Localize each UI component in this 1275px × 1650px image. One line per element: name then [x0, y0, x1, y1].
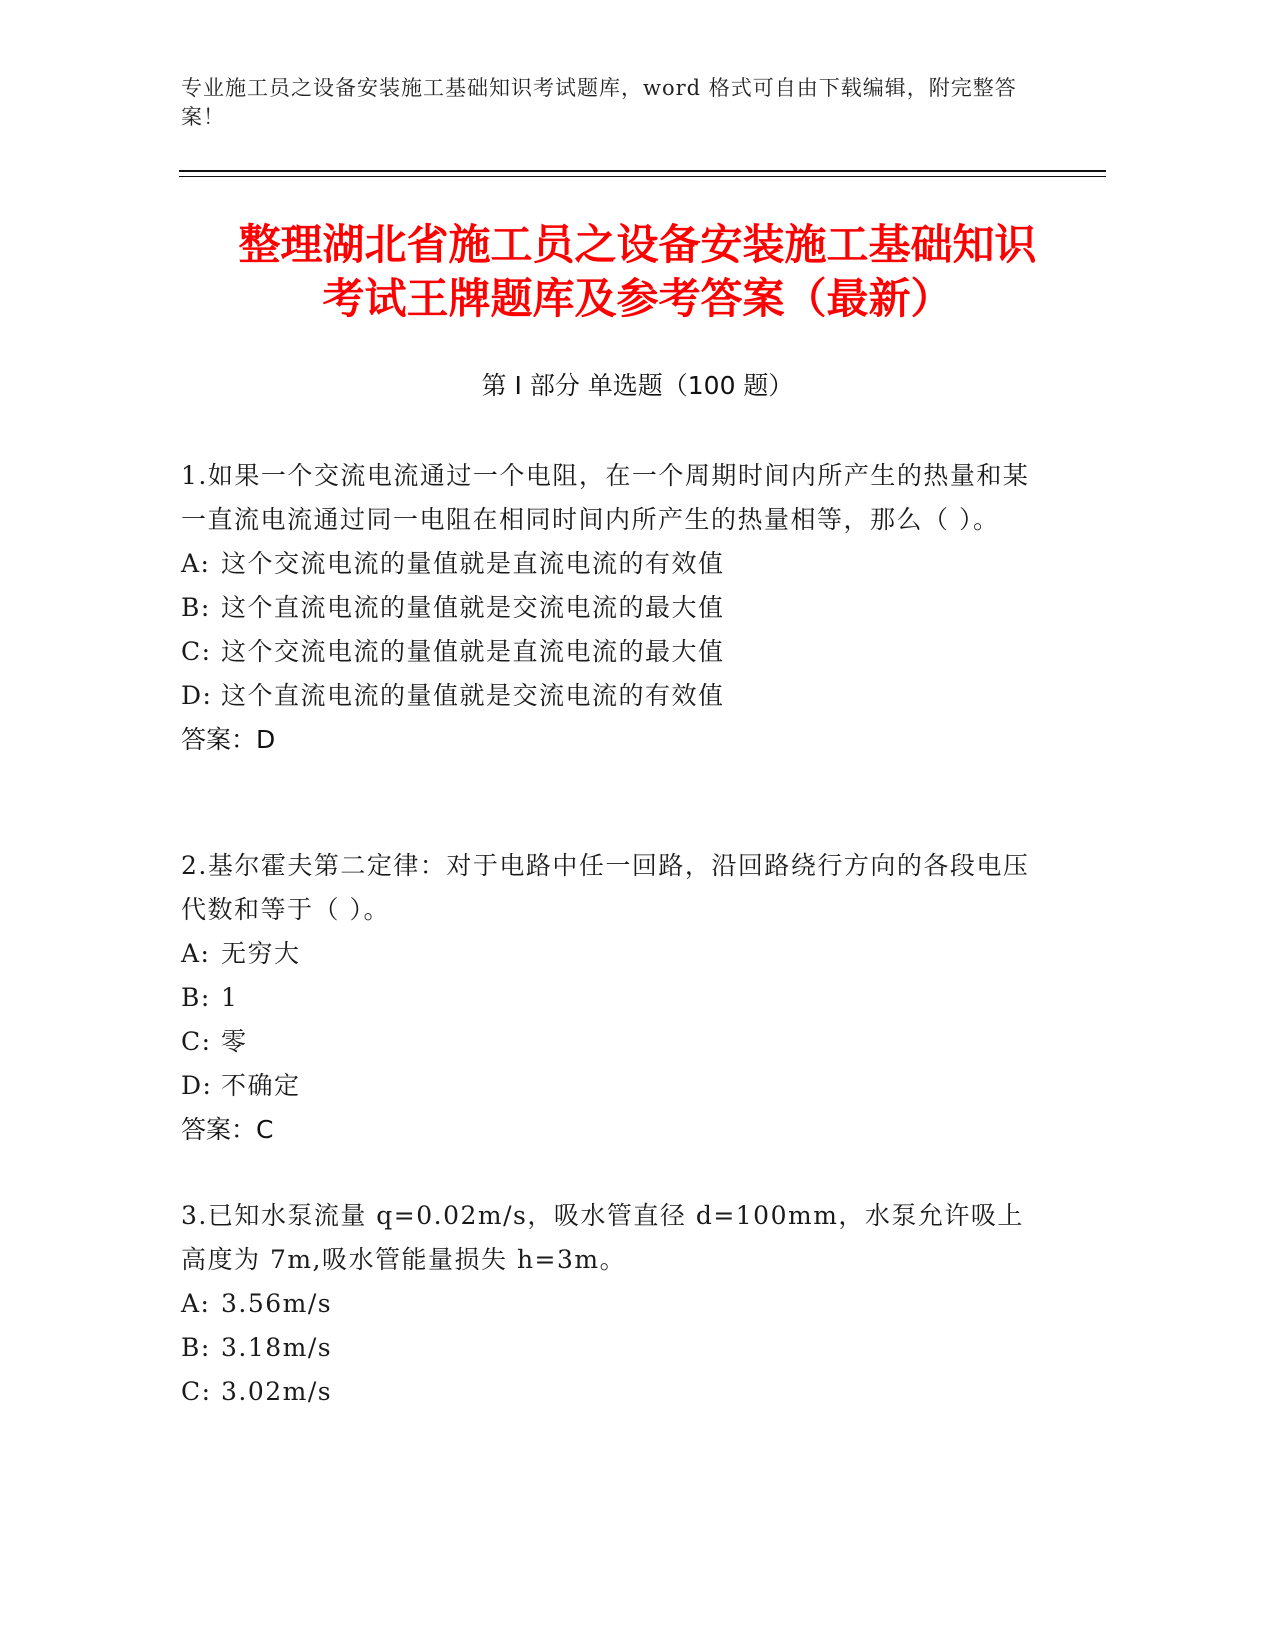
option-letter: A: — [181, 1289, 211, 1318]
document-title-line-1: 整理湖北省施工员之设备安装施工基础知识 — [238, 220, 1037, 269]
option-text: 这个交流电流的量值就是直流电流的最大值 — [221, 637, 725, 666]
option-text: 这个交流电流的量值就是直流电流的有效值 — [221, 549, 725, 578]
option-letter: C: — [181, 1377, 212, 1406]
document-title — [140, 218, 1135, 326]
question-stem: 2.基尔霍夫第二定律：对于电路中任一回路，沿回路绕行方向的各段电压代数和等于（ ）。 — [181, 851, 1030, 924]
option-text: 1 — [221, 983, 239, 1012]
option-b — [181, 586, 1031, 630]
option-b — [181, 976, 1031, 1020]
option-c — [181, 1020, 1031, 1064]
option-b — [181, 1326, 1031, 1370]
option-text: 无穷大 — [221, 939, 301, 968]
question-stem: 1.如果一个交流电流通过一个电阻，在一个周期时间内所产生的热量和某一直流电流通过同一电阻在相同时间内所产生的热量相等，那么（ ）。 — [181, 461, 1030, 534]
question-stem: 3.已知水泵流量 q=0.02m/s，吸水管直径 d=100mm，水泵允许吸上高度为 7m,吸水管能量损失 h=3m。 — [181, 1201, 1024, 1274]
option-letter: B: — [181, 593, 211, 622]
header-note: 专业施工员之设备安装施工基础知识考试题库，word 格式可自由下载编辑，附完整答案！ — [181, 76, 1017, 129]
question-2 — [181, 844, 1031, 1152]
header-divider-thick — [179, 170, 1106, 172]
option-d — [181, 674, 1031, 718]
option-letter: D: — [181, 681, 213, 710]
document-title-line-2: 考试王牌题库及参考答案（最新） — [322, 274, 953, 323]
option-letter: D: — [181, 1071, 213, 1100]
section-title: 第 I 部分 单选题（100 题） — [481, 371, 794, 400]
option-text: 3.18m/s — [221, 1333, 333, 1362]
answer-line: 答案：C — [181, 1115, 274, 1144]
option-text: 3.56m/s — [221, 1289, 333, 1318]
option-text: 不确定 — [221, 1071, 301, 1100]
question-3 — [181, 1194, 1031, 1414]
option-a — [181, 1282, 1031, 1326]
answer-line: 答案：D — [181, 725, 276, 754]
option-a — [181, 932, 1031, 976]
option-text: 这个直流电流的量值就是交流电流的有效值 — [221, 681, 725, 710]
option-a — [181, 542, 1031, 586]
option-letter: B: — [181, 983, 211, 1012]
header-divider-thin — [179, 176, 1106, 177]
option-letter: C: — [181, 637, 212, 666]
option-text: 这个直流电流的量值就是交流电流的最大值 — [221, 593, 725, 622]
question-1 — [181, 454, 1031, 762]
option-letter: C: — [181, 1027, 212, 1056]
option-letter: B: — [181, 1333, 211, 1362]
option-c — [181, 630, 1031, 674]
option-text: 3.02m/s — [221, 1377, 333, 1406]
option-c — [181, 1370, 1031, 1414]
option-letter: A: — [181, 939, 211, 968]
option-letter: A: — [181, 549, 211, 578]
option-text: 零 — [221, 1027, 248, 1056]
option-d — [181, 1064, 1031, 1108]
